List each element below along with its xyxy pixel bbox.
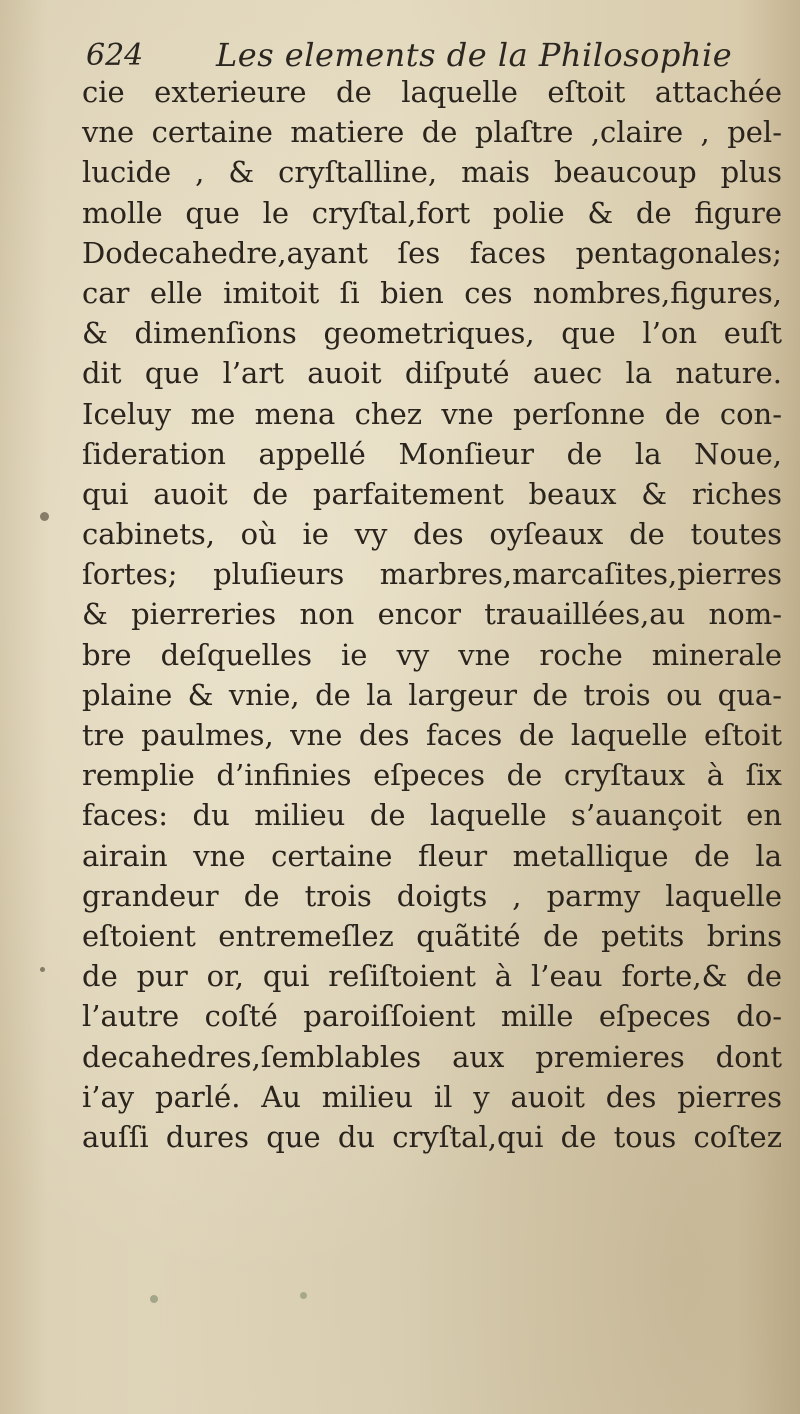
text-line: molle que le cryſtal,fort polie & de figure <box>82 195 782 230</box>
text-line: cabinets, où ie vy des oyſeaux de toutes <box>82 517 782 552</box>
text-line: dit que l’art auoit diſputé auec la nature. <box>82 356 782 391</box>
text-line: faces: du milieu de laquelle s’auançoit en <box>82 798 782 833</box>
ink-spot <box>300 1292 307 1299</box>
text-line: auſſi dures que du cryſtal,qui de tous coſtez <box>82 1119 782 1154</box>
text-line: i’ay parlé. Au milieu il y auoit des pierres <box>82 1079 782 1114</box>
text-line: car elle imitoit ſi bien ces nombres,figures, <box>82 275 782 310</box>
text-line: bre deſquelles ie vy vne roche minerale <box>82 637 782 672</box>
text-line: qui auoit de parfaitement beaux & riches <box>82 476 782 511</box>
body-text <box>82 72 782 1157</box>
text-line: lucide , & cryſtalline, mais beaucoup plus <box>82 155 782 190</box>
text-line: & dimenſions geometriques, que l’on euſt <box>82 316 782 351</box>
text-line: airain vne certaine fleur metallique de la <box>82 838 782 873</box>
text-line: de pur or, qui reſiſtoient à l’eau forte,& de <box>82 959 782 994</box>
text-line: cie exterieure de laquelle eſtoit attachée <box>82 75 782 109</box>
text-line: tre paulmes, vne des faces de laquelle eſtoit <box>82 718 782 752</box>
page-number: 624 <box>86 38 144 73</box>
text-line: grandeur de trois doigts , parmy laquelle <box>82 878 782 913</box>
text-line: l’autre coſté paroiſſoient mille eſpeces do- <box>82 999 782 1034</box>
ink-spot <box>40 967 45 972</box>
text-line: & pierreries non encor trauaillées,au nom- <box>82 597 782 632</box>
text-line: ſideration appellé Monſieur de la Noue, <box>82 436 782 471</box>
running-head: Les elements de la Philosophie <box>216 36 733 74</box>
text-line: vne certaine matiere de plaſtre ,claire , pel- <box>82 115 782 150</box>
text-line: Iceluy me mena chez vne perſonne de con- <box>82 396 782 431</box>
text-line: remplie d’infinies eſpeces de cryſtaux à ſix <box>82 758 782 793</box>
text-line: decahedres,ſemblables aux premieres dont <box>82 1039 782 1074</box>
text-line: plaine & vnie, de la largeur de trois ou qua- <box>82 677 782 712</box>
text-line: Dodecahedre,ayant ſes faces pentagonales; <box>82 235 782 270</box>
text-line: ſortes; pluſieurs marbres,marcaſites,pierres <box>82 557 782 592</box>
ink-spot <box>40 512 49 521</box>
ink-spot <box>150 1295 158 1303</box>
text-line: eſtoient entremeſlez quãtité de petits brins <box>82 918 782 953</box>
